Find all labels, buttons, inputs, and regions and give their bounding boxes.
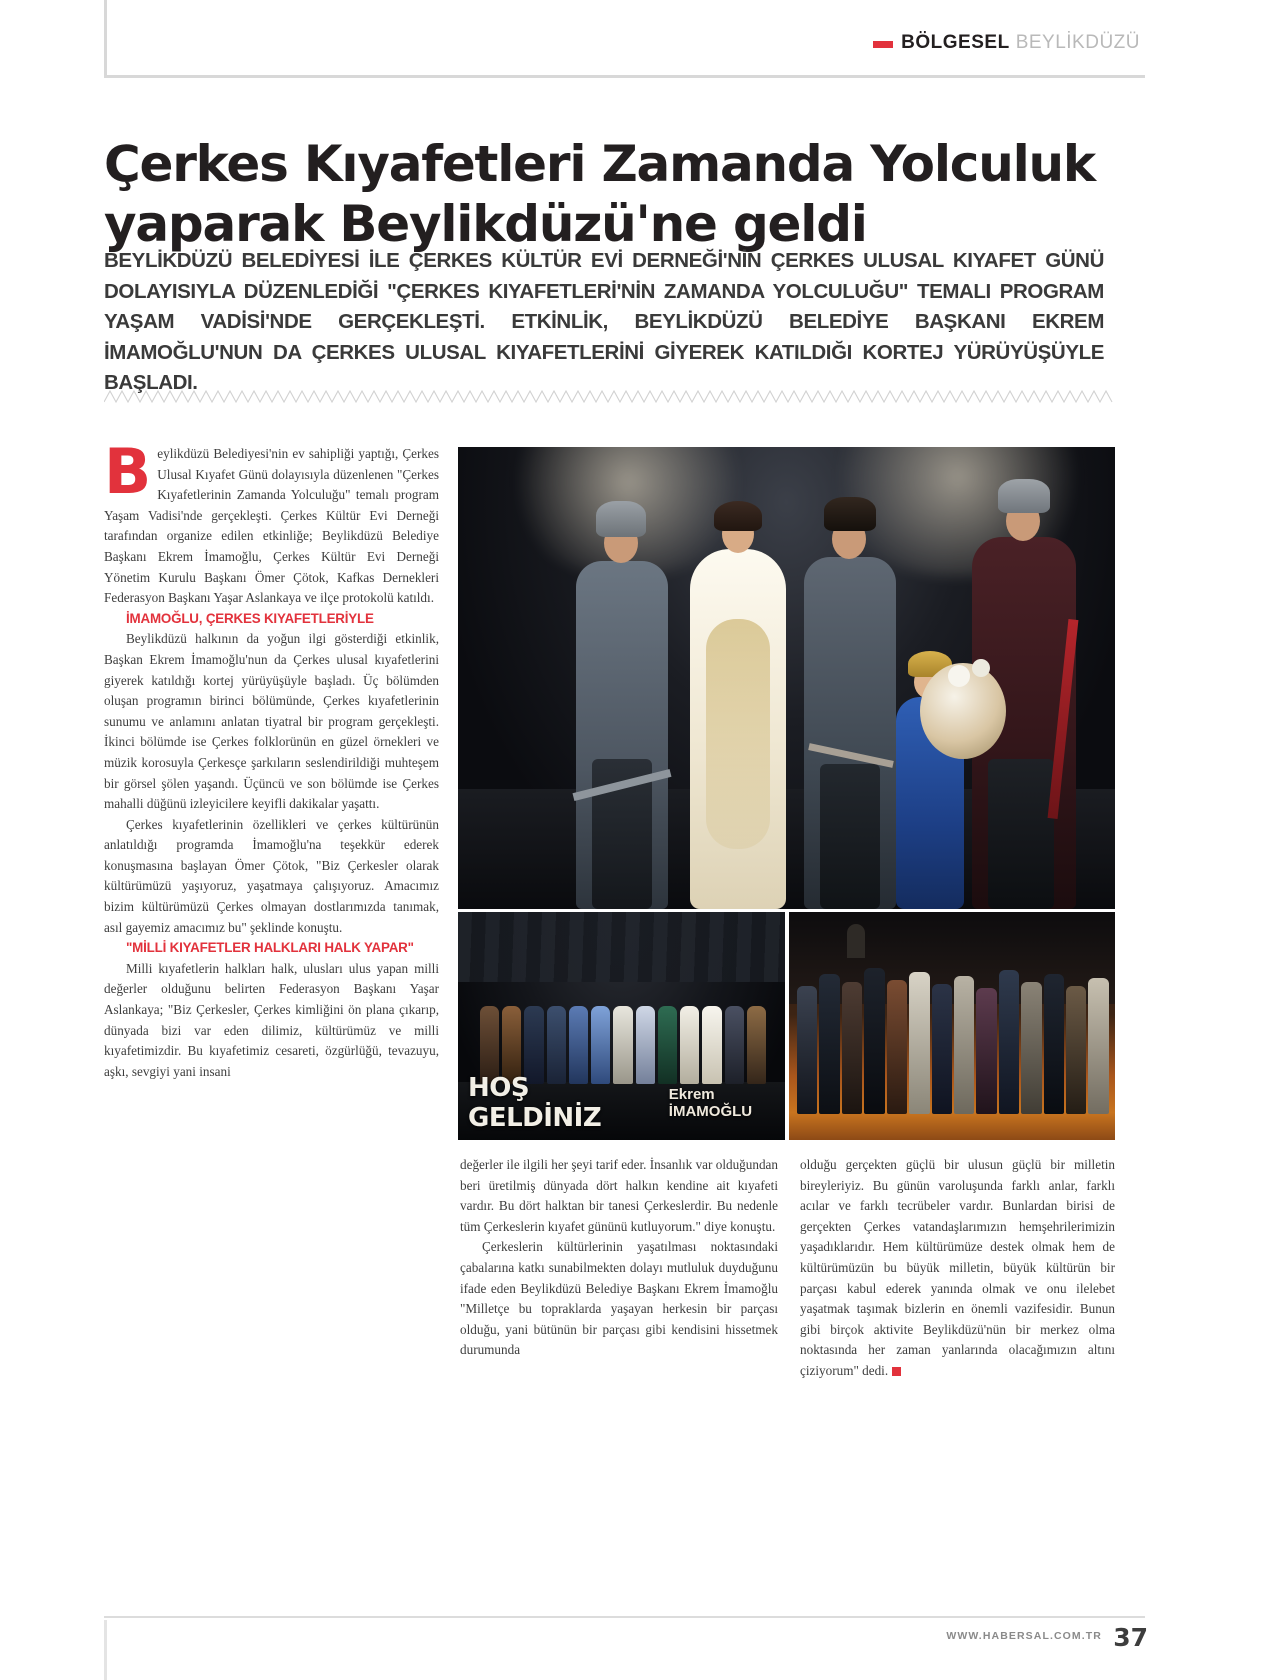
footer-rule: [104, 1616, 1145, 1618]
decorative-divider: [104, 390, 1114, 404]
page-title: Çerkes Kıyafetleri Zamanda Yolculuk yaparak Beylikdüzü'ne geldi: [104, 134, 1095, 253]
body-column-1: [104, 435, 439, 1082]
subheading-milli-kiyafetler: "MİLLİ KIYAFETLER HALKLARI HALK YAPAR": [126, 940, 414, 956]
subheading-imamoglu: İMAMOĞLU, ÇERKES KIYAFETLERİYLE: [126, 610, 374, 626]
section-header: [873, 30, 1140, 56]
body-column-2: [460, 1155, 778, 1361]
lamp-post: [847, 924, 865, 958]
banner-name-text: Ekrem İMAMOĞLU: [668, 1086, 753, 1120]
procession-photo: [789, 912, 1115, 1140]
left-vertical-rule: [104, 0, 107, 78]
performer-figure: [566, 494, 678, 909]
paragraph: değerler ile ilgili her şeyi tarif eder. İnsanlık var olduğundan beri üretilmiş dünyada dört halkın kendine ait kıyafeti vardır. Bu dört halktan bir tanesi Çerkeslerdir. Bu nedenle tüm Çerkeslerin kıyafet gününü kutluyorum." diye konuştu.: [460, 1157, 778, 1234]
section-label: BÖLGESEL: [901, 32, 1010, 53]
choir-photo: [458, 912, 785, 1140]
paragraph: [800, 1155, 1115, 1382]
banner-welcome-text: HOŞ GELDİNİZ: [468, 1073, 602, 1133]
top-horizontal-rule: [104, 75, 1145, 78]
paragraph-text: olduğu gerçekten güçlü bir ulusun güçlü bir milletin bireyleriyiz. Bu günün varoluşunda farklı anlar, farklı acılar ve farklı tecrübeler vardır. Bunlardan birisi de gerçekten Çerkes vatandaşlarımızın hemşehrilerimizin yaşadıklarıdır. Hem kültürümüze destek olmak hem de kültürümüzün bu büyük milletin, büyük kültürün bir parçası kabul ederek yanında olmak ve onu ilelebet yaşatmak taşımak bizlerin en önemli vazifesidir. Bunun gibi birçok aktivite Beylikdüzü'nün bir merkez olma noktasında her zaman yanlarında olacağımızın altını çiziyorum" dedi.: [800, 1157, 1115, 1378]
stage-banner: [458, 1073, 785, 1133]
performer-figure: [676, 479, 800, 909]
lead-paragraph: BEYLİKDÜZÜ BELEDİYESİ İLE ÇERKES KÜLTÜR EVİ DERNEĞİ'NİN ÇERKES ULUSAL KIYAFET GÜNÜ DOLAYISIYLA DÜZENLEDİĞİ "ÇERKES KIYAFETLERİ'NİN ZAMANDA YOLCULUĞU" TEMALI PROGRAM YAŞAM VADİSİ'NDE GERÇEKLEŞTİ. ETKİNLİK, BEYLİKDÜZÜ BELEDİYE BAŞKANI EKREM İMAMOĞLU'NUN DA ÇERKES ULUSAL KIYAFETLERİNİ GİYEREK KATILDIĞI KORTEJ YÜRÜYÜŞÜYLE BAŞLADI.: [104, 249, 1104, 394]
page-right-margin: [1242, 0, 1280, 1680]
group-photo-stage: [458, 447, 1115, 909]
footer-website: WWW.HABERSAL.COM.TR: [946, 1630, 1102, 1642]
red-dash-icon: [873, 41, 893, 48]
drop-cap: B: [104, 435, 152, 508]
crowd-row: [797, 964, 1109, 1114]
ceiling-structure: [458, 912, 785, 982]
bottom-left-rule: [104, 1620, 107, 1680]
paragraph: Çerkeslerin kültürlerinin yaşatılması noktasındaki çabalarına katkı sunabilmekten dolayı mutluluk duyduğunu ifade eden Beylikdüzü Belediye Başkanı Ekrem İmamoğlu "Milletçe bu topraklarda yaşayan herkesin bir parçası olduğu, yani bütünün bir parçası gibi kendisini hissetmek durumunda: [460, 1239, 778, 1358]
body-column-3: [800, 1155, 1115, 1382]
section-sublabel: BEYLİKDÜZÜ: [1015, 32, 1140, 53]
paragraph-text: eylikdüzü Belediyesi'nin ev sahipliği yaptığı, Çerkes Ulusal Kıyafet Günü dolayısıyla düzenlenen "Çerkes Kıyafetlerinin Zamanda Yolculuğu" temalı program Yaşam Vadisi'nde gerçekleşti. Çerkes Kültür Evi Derneği tarafından organize edilen etkinliğe; Beylikdüzü Belediye Başkanı Ekrem İmamoğlu, Çerkes Kültür Evi Derneği Yönetim Kurulu Başkanı Ömer Çötok, Kafkas Dernekleri Federasyon Başkanı Yaşar Aslankaya ve ilçe protokolü katıldı.: [104, 446, 439, 606]
paragraph: Çerkes kıyafetlerinin özellikleri ve çerkes kültürünün anlatıldığı programda İmamoğlu'na teşekkür ederek konuşmasına başlayan Ömer Çötok, "Biz Çerkesler olarak kültürümüzü yaşıyoruz, yaşatmaya çalışıyoruz. Amacımız bizim kültürümüzü Çerkes olmayan dostlarımızda tanımak, asıl gayemiz amacımız bu" şeklinde konuştu.: [104, 816, 439, 935]
paragraph: Milli kıyafetlerin halkları halk, ulusları ulus yapan milli değerler olduğunu belirten Federasyon Başkanı Yaşar Aslankaya; "Biz Çerkesler, Çerkes kimliğini ön plana çıkarıp, dünyada bizi var eden dilimiz, kültürümüz ve milli kıyafetimizdir. Bu kıyafetimiz cesareti, özgürlüğü, tevazuyu, aşkı, sevgiyi yani insani: [104, 960, 439, 1079]
page-number: 37: [1113, 1623, 1148, 1652]
performer-figure: [958, 469, 1088, 909]
squiggle-icon: [104, 390, 1114, 404]
paragraph: [104, 435, 439, 609]
paragraph: Beylikdüzü halkının da yoğun ilgi gösterdiği etkinlik, Başkan Ekrem İmamoğlu'nun da Çerkes ulusal kıyafetlerini giyerek katıldığı kortej yürüyüşüyle başladı. Üç bölümden oluşan programın birinci bölümünde, Çerkes kıyafetlerinin sunumu ve anlamını anlatan tiyatral bir program gerçekleşti. İkinci bölümde ise Çerkes folklorünün en güzel örnekleri ve müzik korosuyla Çerkesçe şarkıların seslendirildiği muhteşem bir görsel şölen yaşandı. Üçüncü ve son bölümde ise Çerkes mahalli düğünü izleyicilere keyifli dakikalar yaşattı.: [104, 631, 439, 812]
end-mark-icon: [892, 1367, 901, 1376]
